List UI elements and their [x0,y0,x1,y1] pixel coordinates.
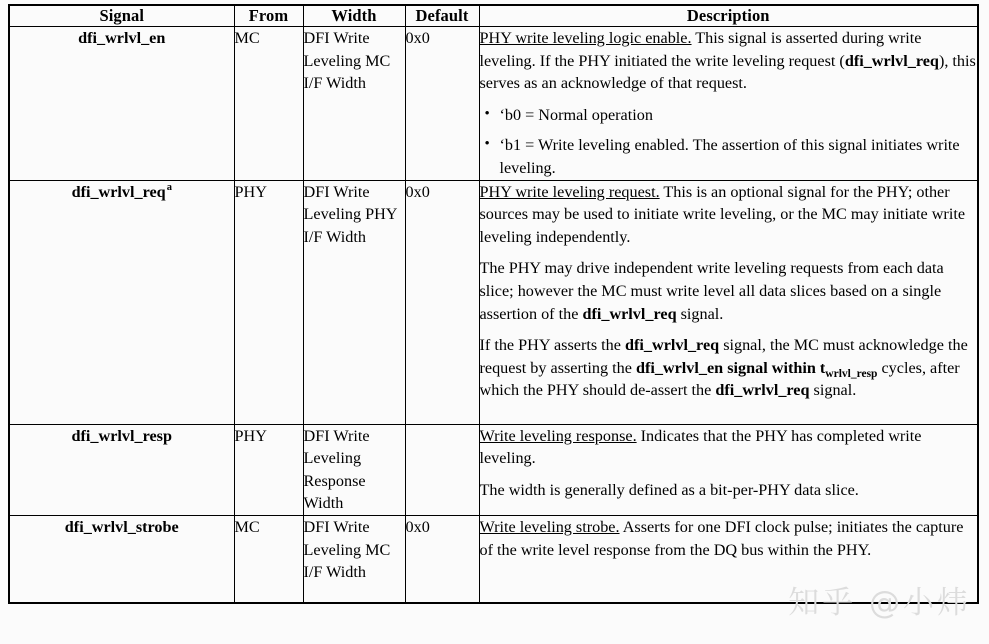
cell-default [405,424,479,515]
description-paragraph [480,516,978,561]
cell-description [479,180,978,424]
column-header-signal: Signal [9,5,234,27]
cell-from: MC [234,515,303,603]
description-text: Indicates that the PHY has completed write leveling. [479,426,922,468]
cell-default: 0x0 [405,180,479,424]
description-text: This is an optional signal for the PHY; other sources may be used to initiate write leveling, or the MC may initiate write leveling independently. [479,182,965,246]
table-row [9,27,978,181]
signal-reference: dfi_wrlvl_req [715,381,810,400]
cell-width: DFI Write Leveling MC I/F Width [303,515,405,603]
cell-signal-name [9,27,234,181]
signal-name-text: dfi_wrlvl_req [71,182,166,201]
signal-name-text: dfi_wrlvl_en [78,29,166,47]
description-text-tail: signal. [676,304,724,323]
description-text: signal, the MC must acknowledge the request by asserting the [479,336,968,377]
signal-name-text: dfi_wrlvl_resp [71,426,172,445]
column-header-from: From [234,5,303,27]
table-row [9,424,978,515]
timing-parameter: signal within t [723,358,826,377]
table-body [9,27,978,603]
description-paragraph [480,181,978,249]
description-bullet-list [480,104,978,180]
description-text-tail: ), this serves as an acknowledge of that request. [479,51,976,93]
footnote-marker: a [166,182,172,194]
table-row [9,180,978,424]
cell-from: PHY [234,180,303,424]
column-header-default: Default [405,5,479,27]
description-text: This signal is asserted during write leveling. If the PHY initiated the write leveling request ( [479,29,922,70]
description-lead-term: PHY write leveling request. [479,182,660,201]
description-paragraph [480,257,978,325]
timing-parameter-subscript: wrlvl_resp [825,367,878,380]
description-text: If the PHY asserts the [479,336,626,355]
description-text-tail: signal. [809,381,857,400]
description-paragraph: The width is generally defined as a bit-per-PHY data slice. [479,480,859,499]
description-paragraph [480,425,978,470]
cell-description [479,424,978,515]
description-lead-term: PHY write leveling logic enable. [479,29,692,47]
cell-width: DFI Write Leveling PHY I/F Width [303,180,405,424]
cell-description [479,27,978,181]
description-text: Asserts for one DFI clock pulse; initiates the capture of the write level response from the DQ bus within the PHY. [479,517,964,559]
cell-from: PHY [234,424,303,515]
cell-signal-name [9,424,234,515]
table-header-row [9,5,978,27]
description-paragraph [480,334,978,402]
description-text: cycles, after which the PHY should de-assert the [479,358,960,400]
description-lead-term: Write leveling response. [479,426,637,445]
description-text: The PHY may drive independent write leveling requests from each data slice; however the MC must write level all data slices based on a single assertion of the [479,259,944,323]
cell-width: DFI Write Leveling MC I/F Width [303,27,405,181]
watermark: 知乎 @小炜 [788,585,971,621]
column-header-width: Width [303,5,405,27]
signal-reference: dfi_wrlvl_req [582,304,677,323]
cell-default: 0x0 [405,515,479,603]
cell-width: DFI Write Leveling Response Width [303,424,405,515]
description-lead-term: Write leveling strobe. [479,517,620,536]
cell-default: 0x0 [405,27,479,181]
signal-reference: dfi_wrlvl_en [635,358,724,377]
signal-reference: dfi_wrlvl_req [625,336,720,355]
table-row [9,515,978,603]
signal-name-text: dfi_wrlvl_strobe [64,517,179,536]
signal-reference: dfi_wrlvl_req [844,51,939,70]
list-item: • ‘b1 = Write leveling enabled. The assertion of this signal initiates write leveling. [480,134,978,179]
cell-signal-name [9,515,234,603]
description-paragraph [480,27,978,95]
cell-from: MC [234,27,303,181]
cell-signal-name [9,180,234,424]
signal-specification-table [8,4,979,604]
column-header-description: Description [479,5,978,27]
table-header [9,5,978,27]
cell-description [479,515,978,603]
list-item: • ‘b0 = Normal operation [480,104,978,127]
